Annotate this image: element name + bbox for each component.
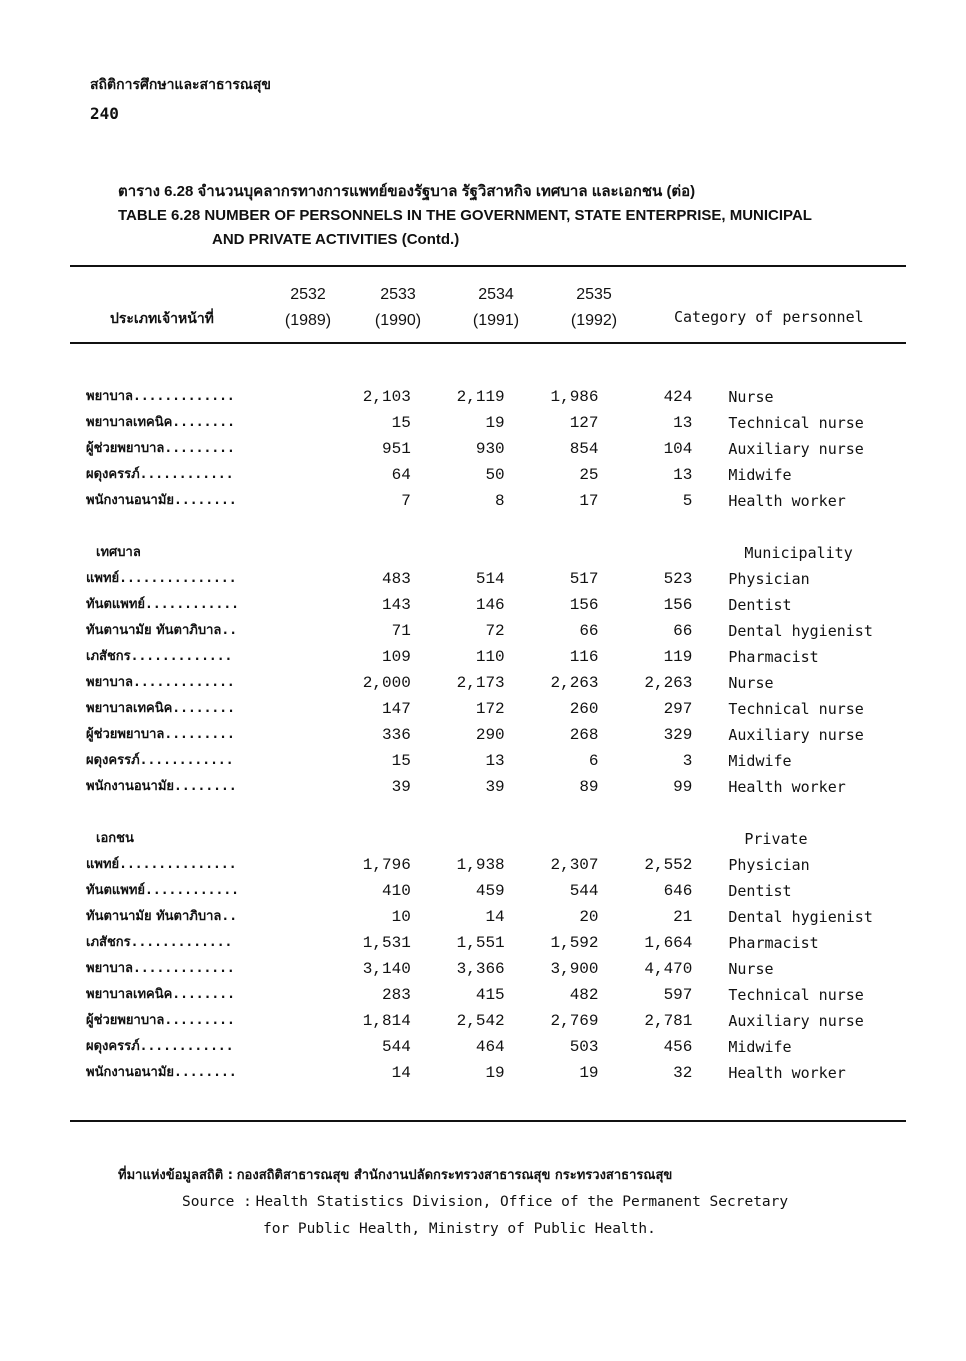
value-cell: 89 bbox=[579, 778, 599, 796]
table-row bbox=[70, 930, 966, 956]
bottom-rule bbox=[70, 1120, 906, 1122]
source-thai-text: กองสถิติสาธารณสุข สำนักงานปลัดกระทรวงสาธารณสุข กระทรวงสาธารณสุข bbox=[236, 1168, 673, 1183]
header-year-2534 bbox=[461, 282, 531, 334]
running-head: สถิติการศึกษาและสาธารณสุข bbox=[90, 77, 271, 93]
value-cell: 290 bbox=[475, 726, 505, 744]
row-thai-label bbox=[70, 618, 310, 644]
thai-category: เภสัชกร bbox=[86, 935, 131, 950]
section-row bbox=[70, 826, 966, 852]
value-cell: 483 bbox=[381, 570, 411, 588]
row-english-label: Nurse bbox=[728, 388, 774, 406]
header-year-be: 2535 bbox=[576, 286, 612, 303]
value-cell: 2,307 bbox=[550, 856, 599, 874]
value-cell: 32 bbox=[673, 1064, 693, 1082]
header-year-ce: (1991) bbox=[472, 312, 520, 329]
leader-dots: ............. bbox=[133, 675, 235, 690]
leader-dots: ............ bbox=[139, 753, 234, 768]
section-thai-label: เทศบาล bbox=[96, 545, 141, 560]
row-thai-label bbox=[70, 1060, 310, 1086]
row-english-label: Auxiliary nurse bbox=[728, 726, 864, 744]
thai-category: พยาบาลเทคนิค bbox=[86, 415, 173, 430]
value-cell: 415 bbox=[475, 986, 505, 1004]
thai-category: ผู้ช่วยพยาบาล bbox=[86, 727, 165, 742]
row-thai-label bbox=[70, 878, 310, 904]
leader-dots: ........ bbox=[172, 701, 235, 716]
row-english-label: Pharmacist bbox=[728, 934, 819, 952]
value-cell: 104 bbox=[663, 440, 693, 458]
header-year-ce: (1992) bbox=[570, 312, 618, 329]
header-year-2532 bbox=[273, 282, 343, 334]
leader-dots: ......... bbox=[164, 727, 235, 742]
value-cell: 514 bbox=[475, 570, 505, 588]
empty-cell bbox=[411, 540, 505, 566]
value-cell: 10 bbox=[391, 908, 411, 926]
row-english-label: Nurse bbox=[728, 960, 774, 978]
row-thai-label bbox=[70, 722, 310, 748]
leader-dots: ........ bbox=[174, 1065, 237, 1080]
value-cell: 2,103 bbox=[362, 388, 411, 406]
value-cell: 119 bbox=[663, 648, 693, 666]
value-cell: 15 bbox=[391, 752, 411, 770]
thai-category: พยาบาลเทคนิค bbox=[86, 701, 173, 716]
value-cell: 297 bbox=[663, 700, 693, 718]
value-cell: 17 bbox=[579, 492, 599, 510]
value-cell: 544 bbox=[381, 1038, 411, 1056]
thai-category: พยาบาล bbox=[86, 675, 134, 690]
value-cell: 21 bbox=[673, 908, 693, 926]
row-thai-label bbox=[70, 566, 310, 592]
value-cell: 66 bbox=[579, 622, 599, 640]
table-row bbox=[70, 878, 966, 904]
value-cell: 156 bbox=[569, 596, 599, 614]
table-row bbox=[70, 618, 966, 644]
spacer-row bbox=[70, 514, 966, 540]
row-english-label: Auxiliary nurse bbox=[728, 1012, 864, 1030]
value-cell: 854 bbox=[569, 440, 599, 458]
section-row bbox=[70, 540, 966, 566]
value-cell: 1,664 bbox=[644, 934, 693, 952]
value-cell: 99 bbox=[673, 778, 693, 796]
value-cell: 5 bbox=[682, 492, 693, 510]
thai-category: ผู้ช่วยพยาบาล bbox=[86, 1013, 165, 1028]
value-cell: 646 bbox=[663, 882, 693, 900]
row-english-label: Midwife bbox=[728, 1038, 792, 1056]
row-thai-label bbox=[70, 982, 310, 1008]
value-cell: 172 bbox=[475, 700, 505, 718]
table-row bbox=[70, 410, 966, 436]
row-english-label: Auxiliary nurse bbox=[728, 440, 864, 458]
leader-dots: ......... bbox=[164, 1013, 235, 1028]
leader-dots: ........ bbox=[174, 779, 237, 794]
value-cell: 482 bbox=[569, 986, 599, 1004]
value-cell: 156 bbox=[663, 596, 693, 614]
leader-dots: ............ bbox=[139, 1039, 234, 1054]
thai-category: พนักงานอนามัย bbox=[86, 779, 175, 794]
table-row bbox=[70, 670, 966, 696]
value-cell: 2,119 bbox=[456, 388, 505, 406]
value-cell: 1,531 bbox=[362, 934, 411, 952]
value-cell: 15 bbox=[391, 414, 411, 432]
empty-cell bbox=[505, 826, 599, 852]
spacer-row bbox=[70, 800, 966, 826]
row-english-label: Technical nurse bbox=[728, 700, 864, 718]
title-english-line1: TABLE 6.28 NUMBER OF PERSONNELS IN THE GOVERNMENT, STATE ENTERPRISE, MUNICIPAL bbox=[118, 207, 812, 224]
source-english-label: Source : bbox=[182, 1194, 252, 1210]
leader-dots: ............. bbox=[130, 649, 233, 664]
row-thai-label bbox=[70, 748, 310, 774]
table-row bbox=[70, 982, 966, 1008]
thai-category: พยาบาลเทคนิค bbox=[86, 987, 173, 1002]
value-cell: 2,000 bbox=[362, 674, 411, 692]
row-thai-label bbox=[70, 436, 310, 462]
row-english-label: Dentist bbox=[728, 596, 792, 614]
title-thai: ตาราง 6.28 จำนวนบุคลากรทางการแพทย์ของรัฐบาล รัฐวิสาหกิจ เทศบาล และเอกชน (ต่อ) bbox=[118, 183, 696, 200]
value-cell: 2,263 bbox=[644, 674, 693, 692]
value-cell: 464 bbox=[475, 1038, 505, 1056]
value-cell: 1,796 bbox=[362, 856, 411, 874]
value-cell: 25 bbox=[579, 466, 599, 484]
value-cell: 6 bbox=[588, 752, 599, 770]
thai-category: พยาบาล bbox=[86, 961, 134, 976]
personnel-table bbox=[70, 384, 966, 1086]
value-cell: 503 bbox=[569, 1038, 599, 1056]
value-cell: 951 bbox=[381, 440, 411, 458]
table-row bbox=[70, 462, 966, 488]
row-english-label: Physician bbox=[728, 570, 810, 588]
row-english-label: Dentist bbox=[728, 882, 792, 900]
row-thai-label bbox=[70, 852, 310, 878]
row-english-label: Technical nurse bbox=[728, 414, 864, 432]
page-number: 240 bbox=[90, 104, 119, 123]
thai-category: ทันตานามัย ทันตาภิบาล bbox=[86, 623, 222, 638]
value-cell: 72 bbox=[485, 622, 505, 640]
source-note bbox=[118, 1162, 788, 1243]
table-row bbox=[70, 566, 966, 592]
value-cell: 4,470 bbox=[644, 960, 693, 978]
value-cell: 39 bbox=[391, 778, 411, 796]
row-english-label: Midwife bbox=[728, 752, 792, 770]
value-cell: 19 bbox=[579, 1064, 599, 1082]
table-row bbox=[70, 436, 966, 462]
value-cell: 597 bbox=[663, 986, 693, 1004]
thai-category: แพทย์ bbox=[86, 857, 120, 872]
value-cell: 2,769 bbox=[550, 1012, 599, 1030]
thai-category: ผู้ช่วยพยาบาล bbox=[86, 441, 165, 456]
value-cell: 930 bbox=[475, 440, 505, 458]
value-cell: 336 bbox=[381, 726, 411, 744]
row-thai-label bbox=[70, 956, 310, 982]
row-thai-label bbox=[70, 670, 310, 696]
value-cell: 523 bbox=[663, 570, 693, 588]
value-cell: 13 bbox=[673, 414, 693, 432]
thai-category: ทันตานามัย ทันตาภิบาล bbox=[86, 909, 222, 924]
row-thai-label bbox=[70, 904, 310, 930]
thai-category: พนักงานอนามัย bbox=[86, 1065, 175, 1080]
row-english-label: Midwife bbox=[728, 466, 792, 484]
title-english-line2: AND PRIVATE ACTIVITIES (Contd.) bbox=[212, 231, 460, 248]
value-cell: 2,173 bbox=[456, 674, 505, 692]
value-cell: 459 bbox=[475, 882, 505, 900]
value-cell: 3,366 bbox=[456, 960, 505, 978]
table-row bbox=[70, 644, 966, 670]
leader-dots: ............. bbox=[133, 389, 235, 404]
thai-category: พยาบาล bbox=[86, 389, 134, 404]
thai-category: ทันตแพทย์ bbox=[86, 883, 146, 898]
value-cell: 116 bbox=[569, 648, 599, 666]
leader-dots: ............ bbox=[145, 883, 239, 898]
row-english-label: Technical nurse bbox=[728, 986, 864, 1004]
empty-cell bbox=[411, 826, 505, 852]
value-cell: 64 bbox=[391, 466, 411, 484]
table-row bbox=[70, 384, 966, 410]
thai-category: พนักงานอนามัย bbox=[86, 493, 175, 508]
value-cell: 8 bbox=[495, 492, 505, 510]
value-cell: 3 bbox=[682, 752, 693, 770]
row-thai-label bbox=[70, 410, 310, 436]
value-cell: 39 bbox=[485, 778, 505, 796]
row-english-label: Health worker bbox=[728, 778, 846, 796]
row-thai-label bbox=[70, 384, 310, 410]
leader-dots: .. bbox=[221, 909, 238, 924]
value-cell: 13 bbox=[673, 466, 693, 484]
leader-dots: ......... bbox=[164, 441, 235, 456]
leader-dots: ............ bbox=[145, 597, 239, 612]
empty-cell bbox=[310, 826, 411, 852]
header-year-be: 2533 bbox=[380, 286, 416, 303]
table-row bbox=[70, 904, 966, 930]
leader-dots: ........ bbox=[174, 493, 237, 508]
value-cell: 1,551 bbox=[456, 934, 505, 952]
section-thai-label: เอกชน bbox=[96, 831, 134, 846]
table-row bbox=[70, 774, 966, 800]
value-cell: 146 bbox=[475, 596, 505, 614]
header-year-be: 2534 bbox=[478, 286, 514, 303]
table-header bbox=[70, 282, 906, 338]
value-cell: 268 bbox=[569, 726, 599, 744]
value-cell: 410 bbox=[381, 882, 411, 900]
value-cell: 13 bbox=[485, 752, 505, 770]
value-cell: 424 bbox=[663, 388, 693, 406]
empty-cell bbox=[599, 826, 693, 852]
table-title bbox=[118, 180, 812, 252]
thai-category: ผดุงครรภ์ bbox=[86, 467, 140, 482]
value-cell: 2,542 bbox=[456, 1012, 505, 1030]
header-rule bbox=[70, 342, 906, 344]
leader-dots: ............. bbox=[130, 935, 233, 950]
value-cell: 260 bbox=[569, 700, 599, 718]
value-cell: 283 bbox=[381, 986, 411, 1004]
table-row bbox=[70, 852, 966, 878]
row-english-label: Dental hygienist bbox=[728, 622, 873, 640]
row-thai-label bbox=[70, 696, 310, 722]
header-year-ce: (1989) bbox=[284, 312, 332, 329]
value-cell: 147 bbox=[381, 700, 411, 718]
header-year-ce: (1990) bbox=[374, 312, 422, 329]
value-cell: 1,986 bbox=[550, 388, 599, 406]
spacer-cell bbox=[70, 800, 310, 826]
header-year-2535 bbox=[559, 282, 629, 334]
section-english-label: Private bbox=[744, 830, 808, 848]
value-cell: 2,552 bbox=[644, 856, 693, 874]
value-cell: 66 bbox=[673, 622, 693, 640]
leader-dots: ............... bbox=[119, 857, 237, 872]
value-cell: 2,263 bbox=[550, 674, 599, 692]
table-row bbox=[70, 1060, 966, 1086]
row-english-label: Pharmacist bbox=[728, 648, 819, 666]
leader-dots: ........ bbox=[172, 987, 235, 1002]
value-cell: 3,140 bbox=[362, 960, 411, 978]
header-thai-category: ประเภทเจ้าหน้าที่ bbox=[110, 310, 214, 326]
table-row bbox=[70, 1008, 966, 1034]
value-cell: 19 bbox=[485, 414, 505, 432]
empty-cell bbox=[310, 540, 411, 566]
value-cell: 14 bbox=[485, 908, 505, 926]
header-year-be: 2532 bbox=[290, 286, 326, 303]
value-cell: 1,592 bbox=[550, 934, 599, 952]
row-thai-label bbox=[70, 488, 310, 514]
source-thai-label: ที่มาแห่งข้อมูลสถิติ : bbox=[118, 1168, 233, 1183]
value-cell: 14 bbox=[391, 1064, 411, 1082]
section-english-label: Municipality bbox=[744, 544, 853, 562]
table-row bbox=[70, 1034, 966, 1060]
row-thai-label bbox=[70, 644, 310, 670]
table-row bbox=[70, 592, 966, 618]
thai-category: เภสัชกร bbox=[86, 649, 131, 664]
table-row bbox=[70, 696, 966, 722]
thai-category: ผดุงครรภ์ bbox=[86, 1039, 140, 1054]
leader-dots: ............. bbox=[133, 961, 235, 976]
row-thai-label bbox=[70, 930, 310, 956]
value-cell: 544 bbox=[569, 882, 599, 900]
value-cell: 517 bbox=[569, 570, 599, 588]
row-english-label: Dental hygienist bbox=[728, 908, 873, 926]
thai-category: ทันตแพทย์ bbox=[86, 597, 146, 612]
leader-dots: ........ bbox=[172, 415, 235, 430]
row-thai-label bbox=[70, 592, 310, 618]
table-row bbox=[70, 748, 966, 774]
table-row bbox=[70, 488, 966, 514]
value-cell: 20 bbox=[579, 908, 599, 926]
value-cell: 127 bbox=[569, 414, 599, 432]
header-english-category: Category of personnel bbox=[674, 308, 864, 326]
value-cell: 7 bbox=[401, 492, 411, 510]
leader-dots: .. bbox=[221, 623, 238, 638]
value-cell: 329 bbox=[663, 726, 693, 744]
value-cell: 71 bbox=[391, 622, 411, 640]
row-thai-label bbox=[70, 462, 310, 488]
thai-category: แพทย์ bbox=[86, 571, 120, 586]
row-english-label: Nurse bbox=[728, 674, 774, 692]
value-cell: 143 bbox=[381, 596, 411, 614]
value-cell: 1,938 bbox=[456, 856, 505, 874]
value-cell: 50 bbox=[485, 466, 505, 484]
leader-dots: ............... bbox=[119, 571, 237, 586]
value-cell: 19 bbox=[485, 1064, 505, 1082]
row-english-label: Health worker bbox=[728, 1064, 846, 1082]
row-thai-label bbox=[70, 1034, 310, 1060]
row-thai-label bbox=[70, 1008, 310, 1034]
value-cell: 110 bbox=[475, 648, 505, 666]
leader-dots: ............ bbox=[139, 467, 234, 482]
source-english-line2: for Public Health, Ministry of Public Health. bbox=[263, 1221, 656, 1237]
value-cell: 456 bbox=[663, 1038, 693, 1056]
thai-category: ผดุงครรภ์ bbox=[86, 753, 140, 768]
value-cell: 3,900 bbox=[550, 960, 599, 978]
empty-cell bbox=[505, 540, 599, 566]
table-row bbox=[70, 722, 966, 748]
spacer-cell bbox=[70, 514, 310, 540]
header-year-2533 bbox=[363, 282, 433, 334]
empty-cell bbox=[599, 540, 693, 566]
top-rule bbox=[70, 265, 906, 267]
value-cell: 1,814 bbox=[362, 1012, 411, 1030]
source-english-line1: Health Statistics Division, Office of the Permanent Secretary bbox=[255, 1194, 789, 1210]
row-english-label: Health worker bbox=[728, 492, 846, 510]
row-thai-label bbox=[70, 774, 310, 800]
row-english-label: Physician bbox=[728, 856, 810, 874]
value-cell: 109 bbox=[381, 648, 411, 666]
value-cell: 2,781 bbox=[644, 1012, 693, 1030]
table-row bbox=[70, 956, 966, 982]
